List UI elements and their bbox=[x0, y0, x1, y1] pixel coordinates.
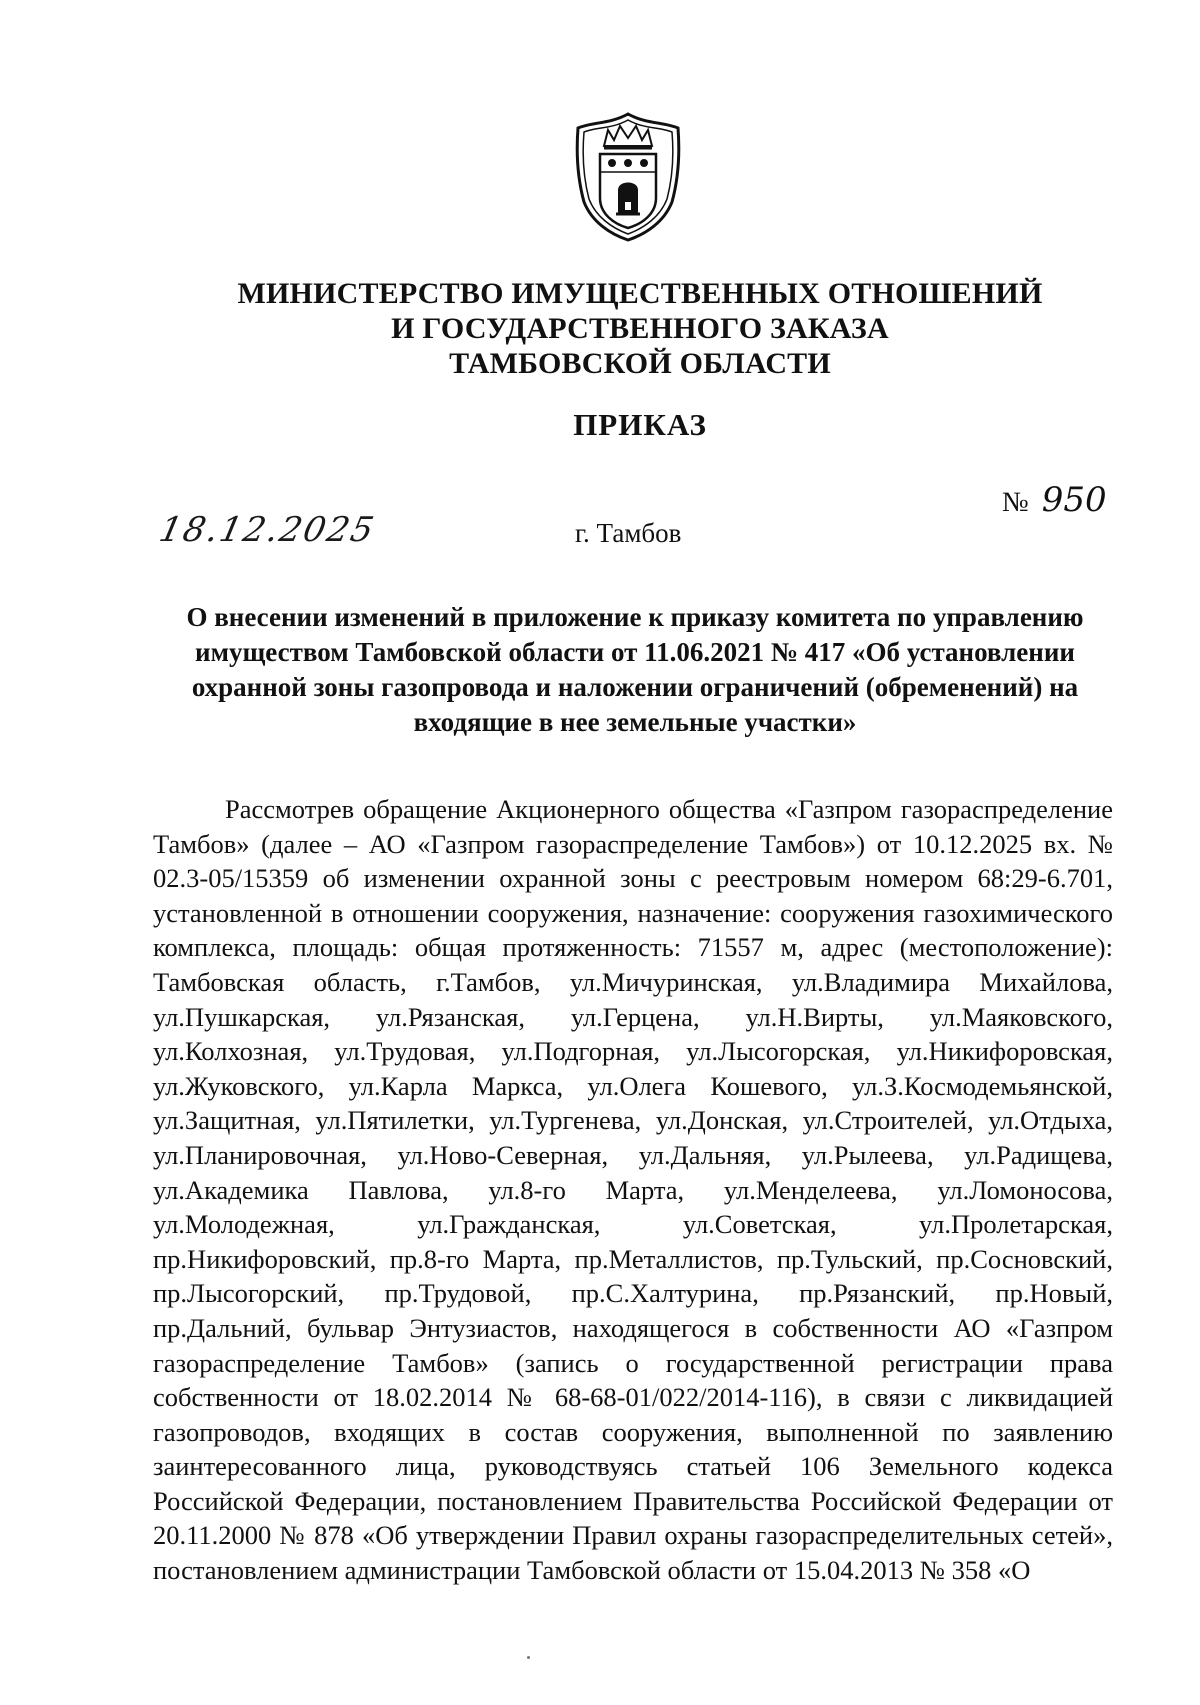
document-type: ПРИКАЗ bbox=[573, 407, 707, 442]
scan-speck bbox=[527, 1656, 530, 1659]
document-number bbox=[1002, 480, 1107, 520]
document-date: 18.12.2025 bbox=[155, 510, 379, 550]
tambov-coat-of-arms-icon bbox=[570, 110, 686, 242]
number-label: № bbox=[1002, 487, 1029, 518]
body-paragraph: Рассмотрев обращение Акционерного общества «Газпром газораспределение Тамбов» (далее – АО «Газпром газораспределение Тамбов») от 10.12.2025 вх. № 02.3-05/15359 об изменении охранной зоны с реестровым номером 68:29-6.701, установленной в отношении сооружения, назначение: сооружения газохимического комплекса, площадь: общая протяженность: 71557 м, адрес (местоположение): Тамбовская область, г.Тамбов, ул.Мичуринская, ул.Владимира Михайлова, ул.Пушкарская, ул.Рязанская, ул.Герцена, ул.Н.Вирты, ул.Маяковского, ул.Колхозная, ул.Трудовая, ул.Подгорная, ул.Лысогорская, ул.Никифоровская, ул.Жуковского, ул.Карла Маркса, ул.Олега Кошевого, ул.З.Космодемьянской, ул.Защитная, ул.Пятилетки, ул.Тургенева, ул.Донская, ул.Строителей, ул.Отдыха, ул.Планировочная, ул.Ново-Северная, ул.Дальняя, ул.Рылеева, ул.Радищева, ул.Академика Павлова, ул.8-го Марта, ул.Менделеева, ул.Ломоносова, ул.Молодежная, ул.Гражданская, ул.Советская, ул.Пролетарская, пр.Никифоровский, пр.8-го Марта, пр.Металлистов, пр.Тульский, пр.Сосновский, пр.Лысогорский, пр.Трудовой, пр.С.Халтурина, пр.Рязанский, пр.Новый, пр.Дальний, бульвар Энтузиастов, находящегося в собственности АО «Газпром газораспределение Тамбов» (запись о государственной регистрации права собственности от 18.02.2014 № 68-68-01/022/2014-116), в связи с ликвидацией газопроводов, входящих в состав сооружения, выполненной по заявлению заинтересованного лица, руководствуясь статьей 106 Земельного кодекса Российской Федерации, постановлением Правительства Российской Федерации от 20.11.2000 № 878 «Об утверждении Правил охраны газораспределительных сетей», постановлением администрации Тамбовской области от 15.04.2013 № 358 «О bbox=[153, 794, 1113, 1586]
city: г. Тамбов bbox=[575, 518, 682, 548]
ministry-name: МИНИСТЕРСТВО ИМУЩЕСТВЕННЫХ ОТНОШЕНИЙ И ГОСУДАРСТВЕННОГО ЗАКАЗА ТАМБОВСКОЙ ОБЛАСТИ bbox=[237, 277, 1043, 380]
number-value: 950 bbox=[1041, 480, 1107, 520]
document-title: О внесении изменений в приложение к приказу комитета по управлению имуществом Тамбовской области от 11.06.2021 № 417 «Об установлении охранной зоны газопровода и наложении ограничений (обременений) на входящие в нее земельные участки» bbox=[186, 602, 1084, 737]
document-body bbox=[153, 792, 1113, 1588]
